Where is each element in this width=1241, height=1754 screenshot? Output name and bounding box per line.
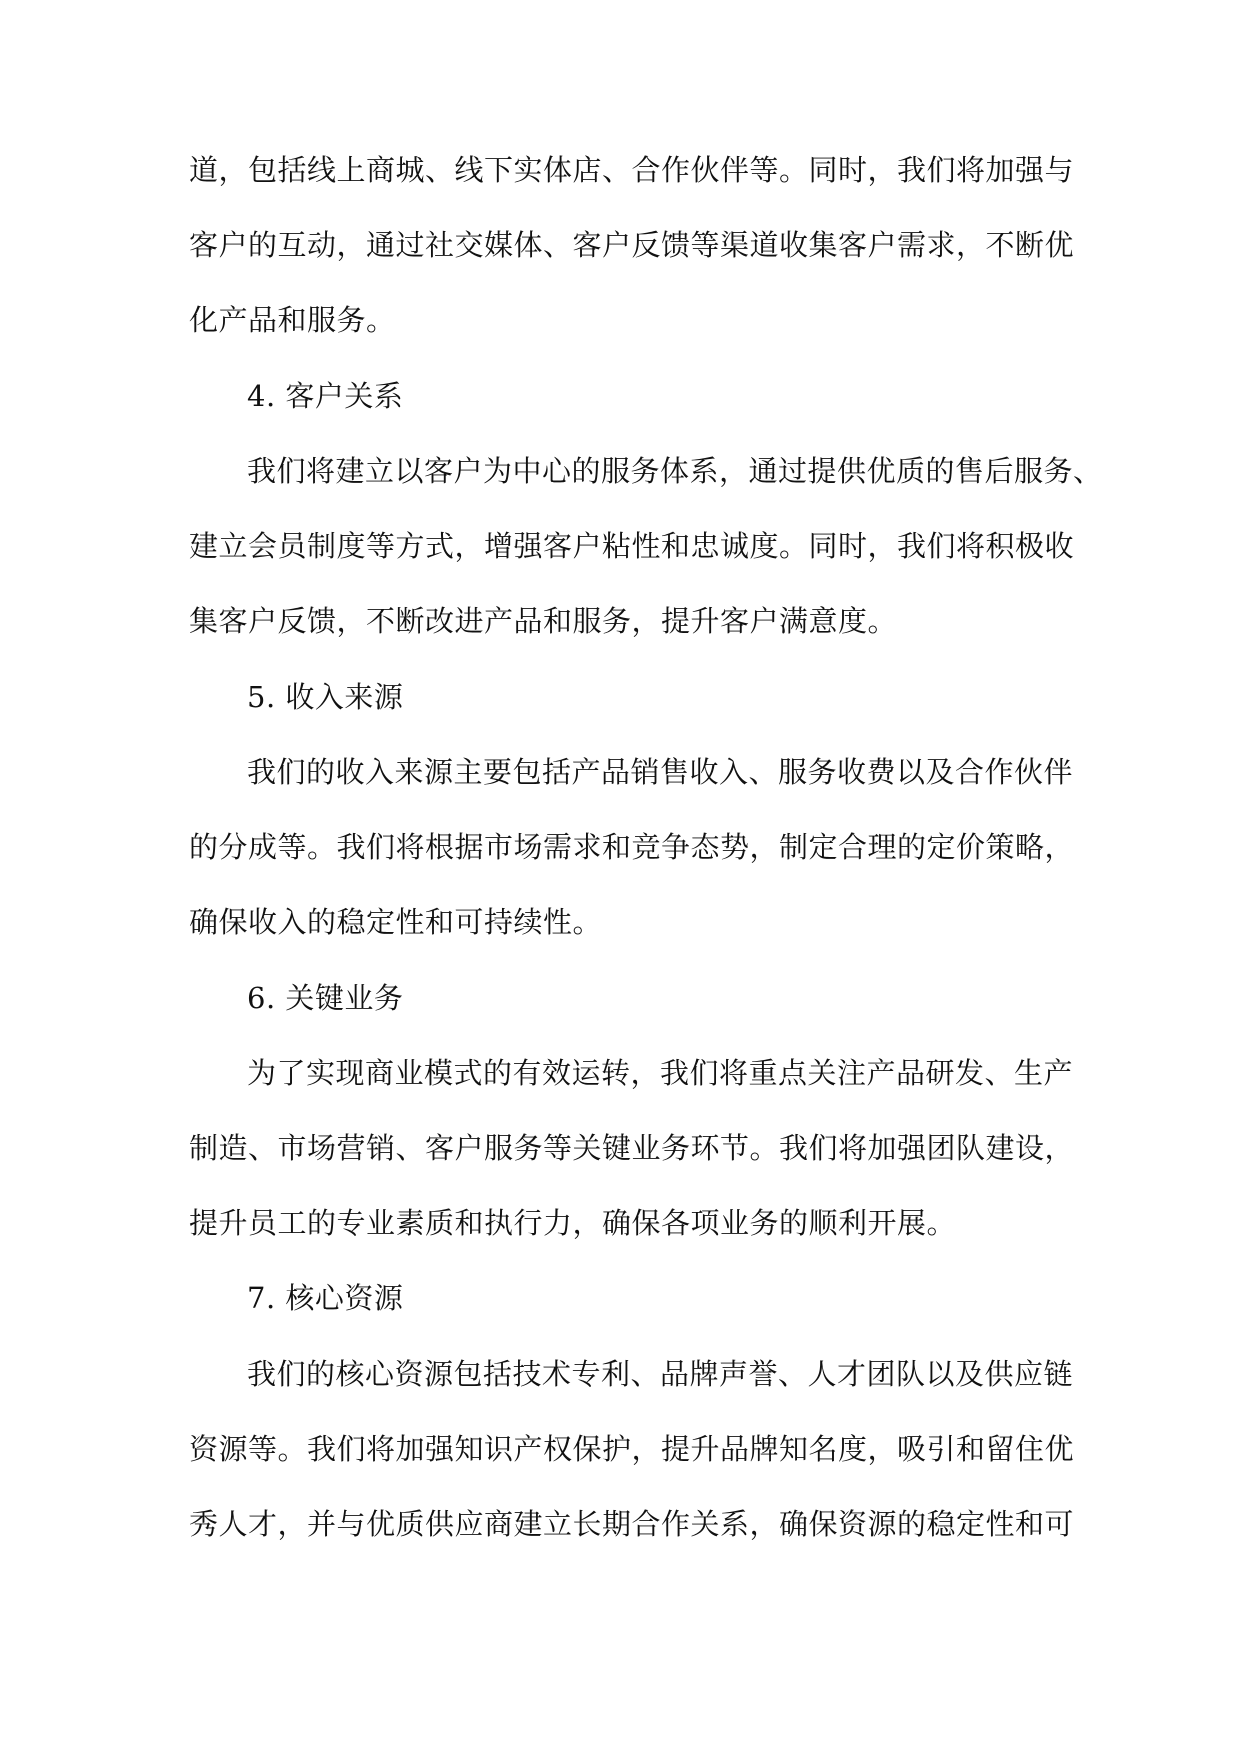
paragraph-line: 制造、市场营销、客户服务等关键业务环节。我们将加强团队建设， [189, 1131, 1075, 1165]
paragraph-line: 提升员工的专业素质和执行力，确保各项业务的顺利开展。 [189, 1206, 957, 1240]
paragraph-line: 的分成等。我们将根据市场需求和竞争态势，制定合理的定价策略， [189, 830, 1075, 864]
paragraph-line: 为了实现商业模式的有效运转，我们将重点关注产品研发、生产 [247, 1056, 1074, 1090]
paragraph-line: 集客户反馈，不断改进产品和服务，提升客户满意度。 [189, 604, 898, 638]
paragraph-line: 我们的收入来源主要包括产品销售收入、服务收费以及合作伙伴 [247, 755, 1074, 789]
paragraph-line: 我们将建立以客户为中心的服务体系，通过提供优质的售后服务、 [247, 454, 1103, 488]
paragraph-line: 我们的核心资源包括技术专利、品牌声誉、人才团队以及供应链 [247, 1357, 1074, 1391]
paragraph-line: 建立会员制度等方式，增强客户粘性和忠诚度。同时，我们将积极收 [189, 529, 1075, 563]
section-heading-key-resources: 7. 核心资源 [247, 1281, 404, 1315]
paragraph-line: 道，包括线上商城、线下实体店、合作伙伴等。同时，我们将加强与 [189, 153, 1075, 187]
section-heading-key-activities: 6. 关键业务 [247, 981, 404, 1015]
section-heading-customer-relations: 4. 客户关系 [247, 379, 404, 413]
paragraph-line: 确保收入的稳定性和可持续性。 [189, 905, 603, 939]
paragraph-line: 化产品和服务。 [189, 303, 396, 337]
paragraph-line: 资源等。我们将加强知识产权保护，提升品牌知名度，吸引和留住优 [189, 1432, 1075, 1466]
paragraph-line: 客户的互动，通过社交媒体、客户反馈等渠道收集客户需求，不断优 [189, 228, 1075, 262]
section-heading-revenue-sources: 5. 收入来源 [247, 680, 404, 714]
paragraph-line: 秀人才，并与优质供应商建立长期合作关系，确保资源的稳定性和可 [189, 1507, 1075, 1541]
